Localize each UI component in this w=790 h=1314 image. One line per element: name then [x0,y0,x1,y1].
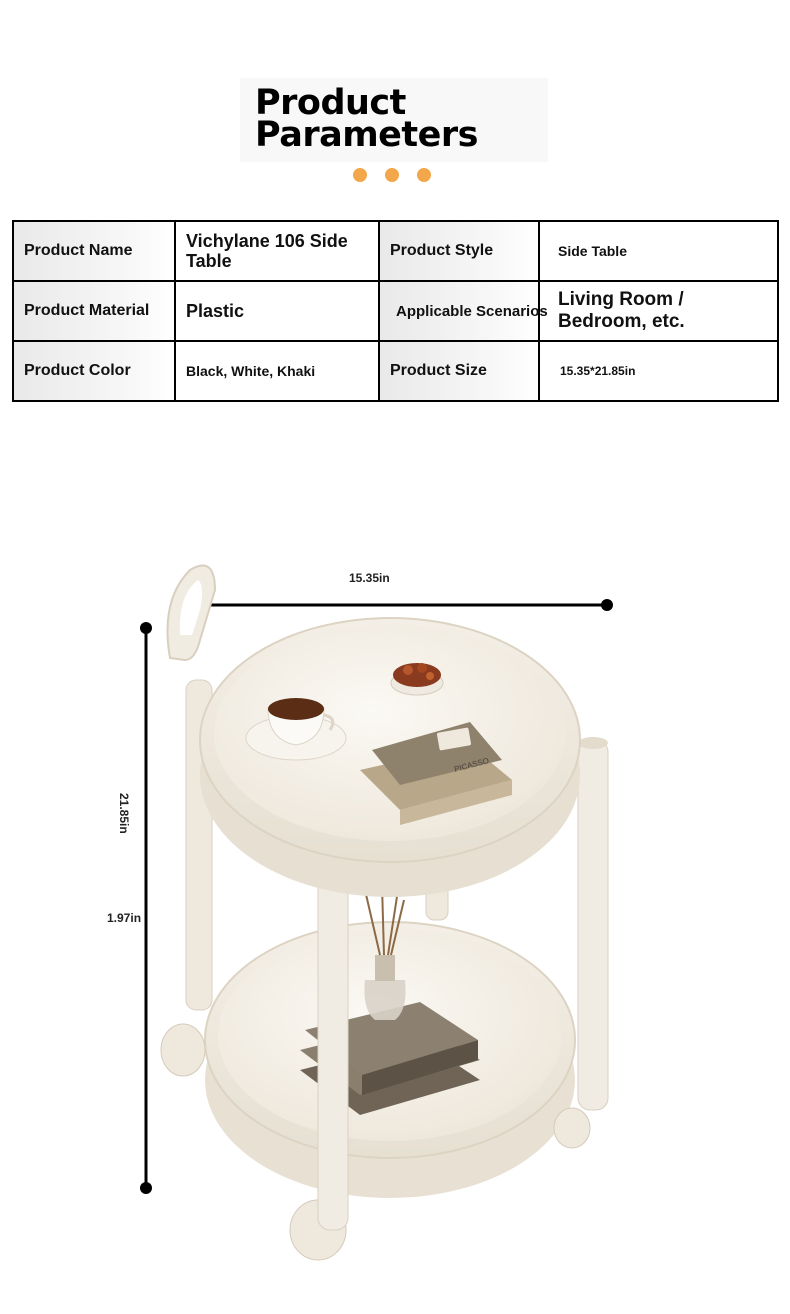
width-dimension-line [180,599,613,611]
param-label: Product Style [379,221,539,281]
param-value: Plastic [175,281,379,341]
handle [168,566,216,661]
height-dimension-label: 21.85in [117,793,131,834]
parameters-table [12,220,779,402]
height-dimension-line [140,622,152,1194]
side-table-illustration [0,540,790,1314]
param-value: Side Table [539,221,778,281]
dot-icon [417,168,431,182]
param-label: Product Name [13,221,175,281]
side-dimension-label: 1.97in [107,911,142,925]
table-row [13,341,778,401]
title-block [240,78,548,162]
page-title-line-1: Product [255,83,406,123]
param-label: Product Color [13,341,175,401]
page-title-line-2: Parameters [255,115,478,155]
param-value: Vichylane 106 Side Table [175,221,379,281]
param-value: 15.35*21.85in [539,341,778,401]
dot-icon [353,168,367,182]
param-label: Product Size [379,341,539,401]
book-title-text: PICASSO [453,756,490,774]
param-label: Applicable Scenarios [379,281,539,341]
dot-icon [385,168,399,182]
snack-bowl [391,663,443,695]
param-value: Living Room / Bedroom, etc. [539,281,778,341]
param-value: Black, White, Khaki [175,341,379,401]
width-dimension-label: 15.35in [349,571,390,585]
product-dimension-diagram [0,540,790,1314]
table-row [13,281,778,341]
param-label: Product Material [13,281,175,341]
table-row [13,221,778,281]
